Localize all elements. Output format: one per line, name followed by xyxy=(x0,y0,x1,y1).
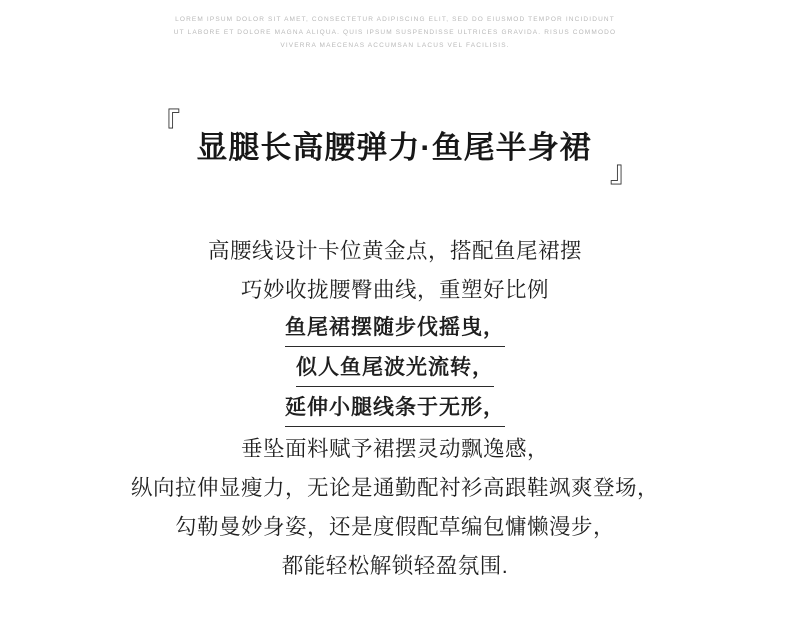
bracket-right-icon: 』 xyxy=(609,154,640,190)
headline-row xyxy=(150,107,639,189)
body-line-wrapper xyxy=(0,310,790,350)
body-line: 勾勒曼妙身姿，还是度假配草编包慵懒漫步， xyxy=(174,514,615,539)
page-title: 显腿长高腰弹力·鱼尾半身裙 xyxy=(196,129,592,165)
body-line: 垂坠面料赋予裙摆灵动飘逸感， xyxy=(240,436,549,461)
filler-line-1: LOREM IPSUM DOLOR SIT AMET, CONSECTETUR ADIPISCING ELIT, SED DO EIUSMOD TEMPOR INCIDIDUNT xyxy=(175,16,615,23)
filler-line-3: VIVERRA MAECENAS ACCUMSAN LACUS VEL FACILISIS. xyxy=(280,42,510,49)
body-line-highlight: 鱼尾裙摆随步伐摇曳， xyxy=(285,311,505,347)
body-line-highlight: 似人鱼尾波光流转， xyxy=(296,351,494,387)
body-line-wrapper xyxy=(0,390,790,430)
body-line-wrapper xyxy=(0,350,790,390)
decorative-latin-filler xyxy=(0,13,790,52)
filler-line-2: UT LABORE ET DOLORE MAGNA ALIQUA. QUIS IPSUM SUSPENDISSE ULTRICES GRAVIDA. RISUS COMMODO xyxy=(173,29,617,36)
body-line-highlight: 延伸小腿线条于无形， xyxy=(285,391,505,427)
body-line: 高腰线设计卡位黄金点，搭配鱼尾裙摆 xyxy=(207,238,582,263)
body-copy xyxy=(0,232,790,586)
body-line: 纵向拉伸显瘦力，无论是通勤配衬衫高跟鞋飒爽登场， xyxy=(130,475,659,500)
body-line: 都能轻松解锁轻盈氛围. xyxy=(281,553,509,578)
bracket-left-icon: 『 xyxy=(150,107,181,142)
body-line: 巧妙收拢腰臀曲线，重塑好比例 xyxy=(240,277,549,302)
